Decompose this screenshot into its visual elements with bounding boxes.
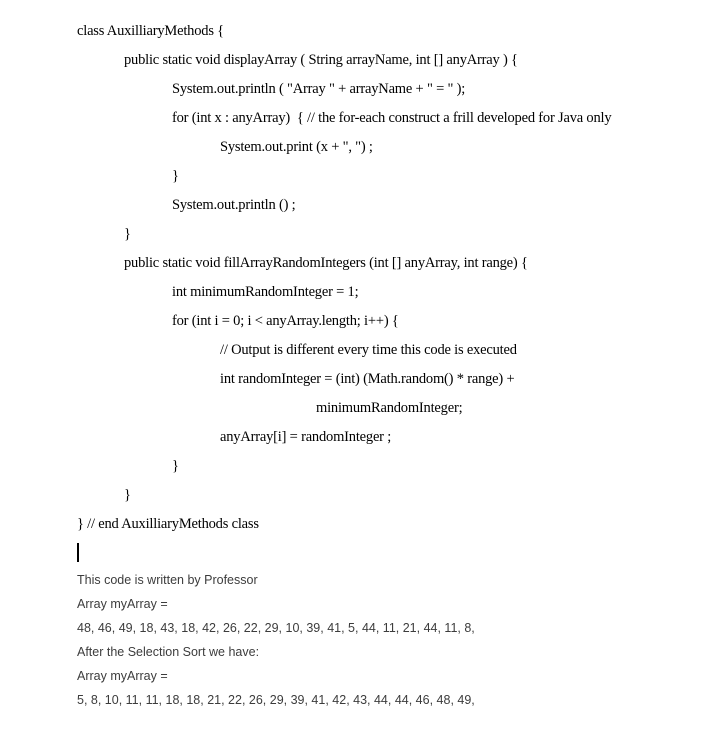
code-line: } [124, 487, 131, 503]
code-line: // Output is different every time this code is executed [220, 342, 517, 358]
code-line: int randomInteger = (int) (Math.random() * range) + [220, 371, 515, 387]
code-line: } // end AuxilliaryMethods class [77, 516, 259, 532]
output-line: Array myArray = [77, 669, 168, 683]
code-line: anyArray[i] = randomInteger ; [220, 429, 392, 445]
output-line: 48, 46, 49, 18, 43, 18, 42, 26, 22, 29, 10, 39, 41, 5, 44, 11, 21, 44, 11, 8, [77, 621, 475, 635]
code-line: class AuxilliaryMethods { [77, 23, 224, 39]
code-line: for (int i = 0; i < anyArray.length; i++) { [172, 313, 399, 329]
output-line: This code is written by Professor [77, 573, 258, 587]
code-line: System.out.println ( "Array " + arrayName + " = " ); [172, 81, 466, 97]
output-line: Array myArray = [77, 597, 168, 611]
code-line: int minimumRandomInteger = 1; [172, 284, 359, 300]
code-line: } [172, 458, 179, 474]
code-line: System.out.println () ; [172, 197, 296, 213]
code-line: public static void displayArray ( String arrayName, int [] anyArray ) { [124, 52, 518, 68]
code-line: minimumRandomInteger; [316, 400, 463, 416]
code-line: } [172, 168, 179, 184]
code-line: } [124, 226, 131, 242]
code-line: for (int x : anyArray) { // the for-each construct a frill developed for Java only [172, 110, 612, 126]
code-line: System.out.print (x + ", ") ; [220, 139, 373, 155]
code-line: public static void fillArrayRandomIntegers (int [] anyArray, int range) { [124, 255, 528, 271]
output-line: 5, 8, 10, 11, 11, 18, 18, 21, 22, 26, 29, 39, 41, 42, 43, 44, 44, 46, 48, 49, [77, 693, 475, 707]
text-cursor[interactable] [77, 543, 79, 562]
output-line: After the Selection Sort we have: [77, 645, 260, 659]
